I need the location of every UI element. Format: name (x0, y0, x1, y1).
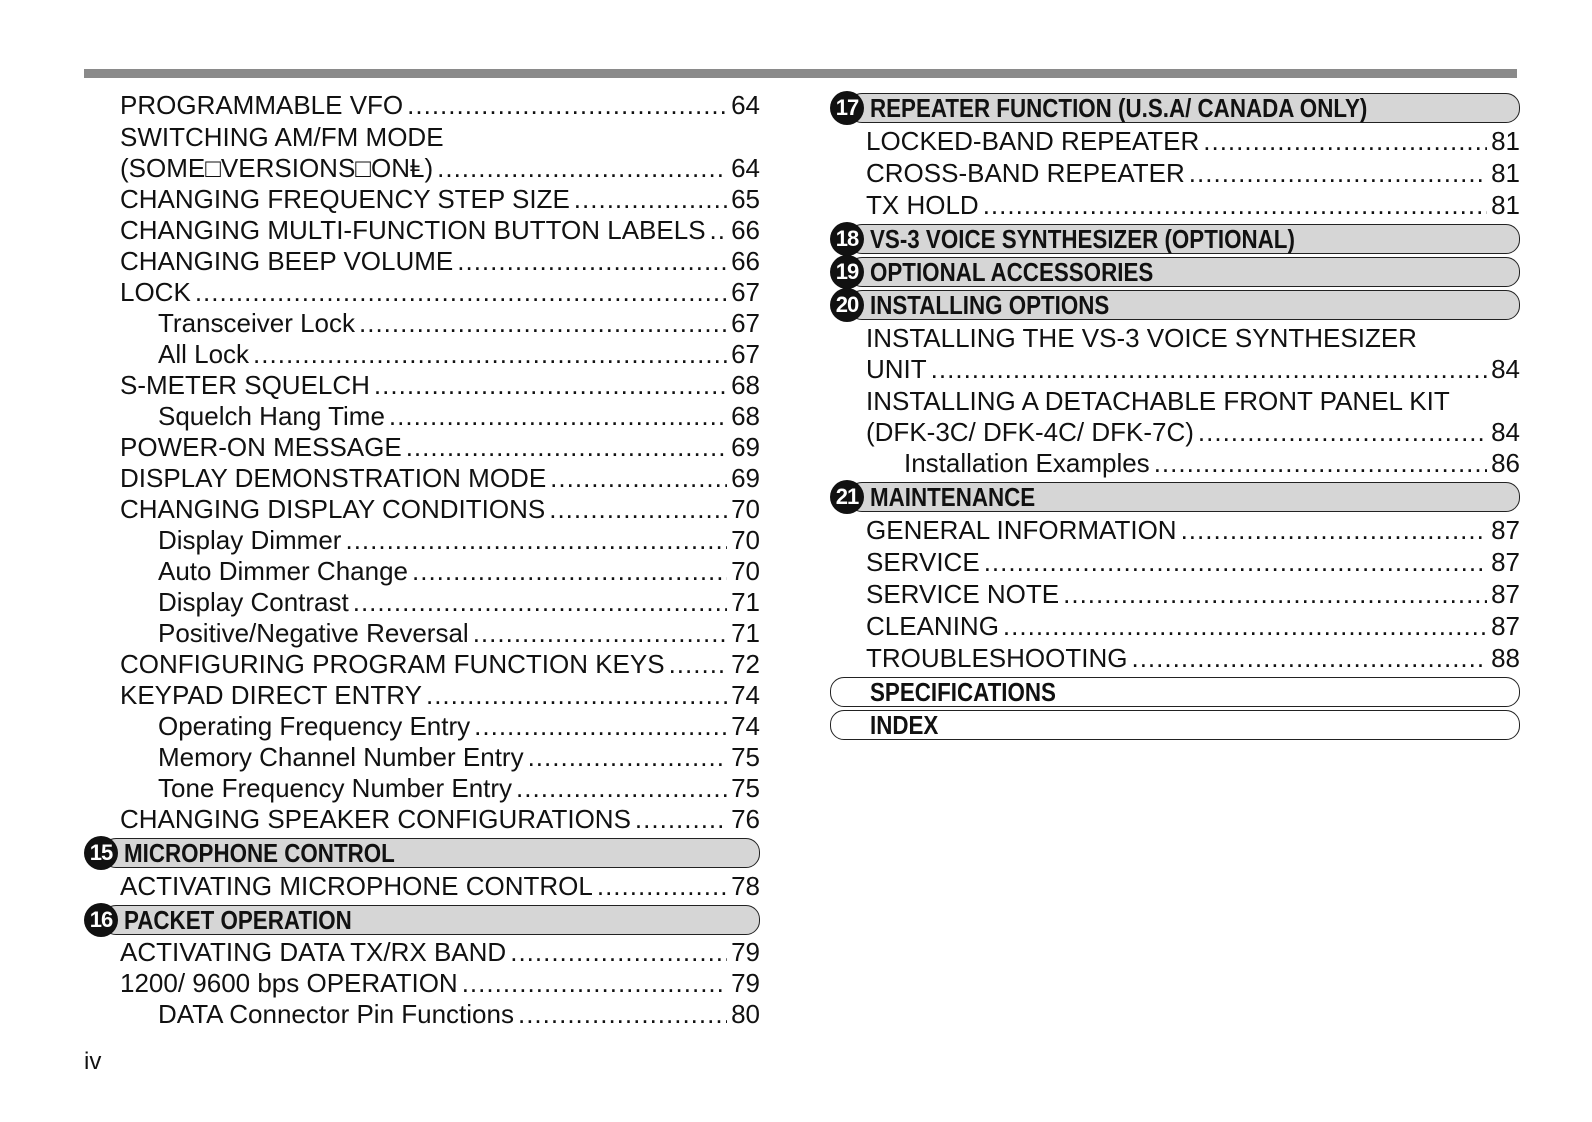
dot-leader (528, 742, 728, 773)
dot-leader (374, 370, 727, 401)
toc-entry-page: 64 (731, 153, 760, 183)
toc-entry[interactable] (84, 680, 760, 711)
section-title: INDEX (870, 710, 939, 740)
toc-entry[interactable] (84, 804, 760, 835)
dot-leader (389, 401, 727, 432)
toc-entry-page: 75 (731, 773, 760, 803)
section-title: SPECIFICATIONS (870, 677, 1056, 707)
dot-leader (710, 215, 728, 246)
top-rule (84, 69, 1517, 78)
toc-entry-page: 66 (731, 246, 760, 276)
toc-entry-label: Display Dimmer (158, 525, 342, 555)
dot-leader (597, 870, 727, 902)
page-number: iv (84, 1048, 102, 1075)
dot-leader (510, 937, 727, 968)
toc-entry-label: CHANGING MULTI-FUNCTION BUTTON LABELS (120, 215, 706, 245)
toc-entry[interactable] (830, 514, 1520, 546)
dot-leader (983, 189, 1487, 221)
dot-leader (635, 804, 727, 835)
dot-leader (474, 711, 727, 742)
toc-entry-label: TROUBLESHOOTING (866, 643, 1128, 673)
section-number-badge: 17 (830, 91, 864, 125)
toc-entry[interactable] (830, 642, 1520, 674)
toc-entry-page: 84 (1491, 417, 1520, 447)
toc-entry[interactable] (84, 494, 760, 525)
dot-leader (1203, 125, 1487, 157)
dot-leader (345, 525, 727, 556)
dot-leader (549, 494, 727, 525)
toc-entry[interactable] (830, 448, 1520, 479)
toc-entry-label: SERVICE (866, 547, 980, 577)
toc-entry[interactable] (84, 870, 760, 902)
toc-entry-page: 78 (731, 871, 760, 901)
section-number-badge: 16 (84, 903, 118, 937)
toc-entry-page: 68 (731, 370, 760, 400)
dot-leader (473, 618, 727, 649)
dot-leader (931, 354, 1487, 385)
toc-entry-page: 80 (731, 999, 760, 1029)
toc-entry[interactable] (84, 937, 760, 968)
dot-leader (253, 339, 727, 370)
toc-entry-page: 68 (731, 401, 760, 431)
dot-leader (406, 432, 727, 463)
toc-entry-label: ACTIVATING DATA TX/RX BAND (120, 937, 507, 967)
toc-entry[interactable] (84, 525, 760, 556)
toc-entry-page: 81 (1491, 126, 1520, 156)
toc-entry-page: 87 (1491, 579, 1520, 609)
section-17-entries (830, 125, 1520, 221)
section-21-header[interactable] (830, 481, 1520, 512)
section-number-badge: 19 (830, 255, 864, 289)
toc-entry-label: CONFIGURING PROGRAM FUNCTION KEYS (120, 649, 665, 679)
toc-entry-label: CHANGING DISPLAY CONDITIONS (120, 494, 546, 524)
toc-entry-page: 87 (1491, 515, 1520, 545)
toc-entry-page: 81 (1491, 158, 1520, 188)
toc-entry-label: Squelch Hang Time (158, 401, 385, 431)
toc-entry-label: All Lock (158, 339, 250, 369)
dot-leader (984, 546, 1487, 578)
section-title: PACKET OPERATION (124, 905, 352, 935)
toc-entry[interactable] (84, 401, 760, 432)
toc-entry-page: 76 (731, 804, 760, 834)
section-title: VS-3 VOICE SYNTHESIZER (OPTIONAL) (870, 224, 1295, 254)
toc-entry-label: Memory Channel Number Entry (158, 742, 524, 772)
toc-entry[interactable] (84, 711, 760, 742)
dot-leader (1063, 578, 1487, 610)
toc-entry-label: CLEANING (866, 611, 999, 641)
section-18-header[interactable] (830, 223, 1520, 254)
toc-entries-continued (84, 90, 760, 835)
toc-entry-page: 67 (731, 339, 760, 369)
toc-entry-page: 74 (731, 680, 760, 710)
section-title: MAINTENANCE (870, 482, 1036, 512)
toc-entry[interactable] (830, 354, 1520, 385)
toc-entry-label: SERVICE NOTE (866, 579, 1060, 609)
toc-entry-page: 87 (1491, 611, 1520, 641)
toc-entry-page: 65 (731, 184, 760, 214)
section-number-badge: 20 (830, 288, 864, 322)
toc-entry-page: 79 (731, 968, 760, 998)
section-21-entries (830, 514, 1520, 674)
section-16-header[interactable] (84, 904, 760, 935)
toc-entry-label: (SOME□VERSIONS□ONⱠ) (120, 153, 434, 183)
toc-entry-page: 74 (731, 711, 760, 741)
toc-entry[interactable] (84, 556, 760, 587)
toc-entry-page: 86 (1491, 448, 1520, 478)
toc-entry-page: 69 (731, 463, 760, 493)
toc-entry-label: POWER-ON MESSAGE (120, 432, 402, 462)
dot-leader (412, 556, 727, 587)
toc-entry[interactable] (830, 417, 1520, 448)
toc-entry-page: 70 (731, 556, 760, 586)
specifications-header[interactable] (830, 676, 1520, 707)
dot-leader (437, 153, 727, 184)
toc-entry-label: PROGRAMMABLE VFO (120, 90, 404, 120)
toc-entry-label: DISPLAY DEMONSTRATION MODE (120, 463, 547, 493)
toc-entry-page: 69 (731, 432, 760, 462)
toc-entry[interactable] (830, 125, 1520, 157)
section-20-header[interactable] (830, 289, 1520, 320)
toc-entry[interactable] (84, 308, 760, 339)
toc-entry[interactable] (84, 215, 760, 246)
toc-entry[interactable] (84, 339, 760, 370)
dot-leader (426, 680, 727, 711)
toc-entry-page: 70 (731, 525, 760, 555)
dot-leader (1189, 157, 1487, 189)
toc-entry-page: 71 (731, 587, 760, 617)
toc-entry-label: Positive/Negative Reversal (158, 618, 469, 648)
section-number-badge: 15 (84, 836, 118, 870)
toc-entry-page: 67 (731, 277, 760, 307)
toc-entry-page: 88 (1491, 643, 1520, 673)
toc-entry-label: Display Contrast (158, 587, 349, 617)
toc-entry-line[interactable]: INSTALLING THE VS-3 VOICE SYNTHESIZER (866, 323, 1417, 353)
dot-leader (574, 184, 727, 215)
toc-entry-label: Auto Dimmer Change (158, 556, 408, 586)
toc-entry-label: KEYPAD DIRECT ENTRY (120, 680, 422, 710)
section-title: INSTALLING OPTIONS (870, 290, 1110, 320)
toc-entry-label: LOCKED-BAND REPEATER (866, 126, 1200, 156)
toc-entry[interactable] (830, 546, 1520, 578)
toc-entry-label: S-METER SQUELCH (120, 370, 370, 400)
toc-entry[interactable] (830, 578, 1520, 610)
toc-entry-label: GENERAL INFORMATION (866, 515, 1177, 545)
section-title: MICROPHONE CONTROL (124, 838, 395, 868)
toc-entry-label: CHANGING SPEAKER CONFIGURATIONS (120, 804, 631, 834)
toc-entry-label: CHANGING FREQUENCY STEP SIZE (120, 184, 570, 214)
toc-entry-page: 87 (1491, 547, 1520, 577)
dot-leader (550, 463, 727, 494)
toc-entry[interactable] (830, 157, 1520, 189)
toc-entry[interactable] (84, 742, 760, 773)
section-17-header[interactable] (830, 92, 1520, 123)
toc-entry-page: 72 (731, 649, 760, 679)
toc-entry-label: LOCK (120, 277, 191, 307)
toc-entry-label: Tone Frequency Number Entry (158, 773, 513, 803)
dot-leader (1198, 417, 1487, 448)
toc-entry-label: SWITCHING AM/FM MODE (120, 122, 444, 152)
toc-entry[interactable] (84, 153, 760, 184)
toc-entry[interactable] (84, 184, 760, 215)
toc-entry[interactable] (84, 90, 760, 121)
toc-entry-label: (DFK-3C/ DFK-4C/ DFK-7C) (866, 417, 1194, 447)
toc-right-column (830, 90, 1520, 742)
toc-entry-line[interactable]: INSTALLING A DETACHABLE FRONT PANEL KIT (866, 386, 1450, 416)
toc-left-column (84, 90, 760, 1030)
toc-entry-label: ACTIVATING MICROPHONE CONTROL (120, 871, 593, 901)
toc-entry[interactable] (84, 999, 760, 1030)
toc-entry[interactable] (84, 773, 760, 804)
toc-entry-page: 71 (731, 618, 760, 648)
toc-entry[interactable] (84, 121, 760, 153)
toc-entry-page: 79 (731, 937, 760, 967)
toc-entry[interactable] (84, 370, 760, 401)
dot-leader (462, 968, 727, 999)
index-header[interactable] (830, 709, 1520, 740)
toc-entry[interactable] (84, 618, 760, 649)
dot-leader (518, 999, 727, 1030)
toc-entry[interactable] (84, 463, 760, 494)
dot-leader (1003, 610, 1487, 642)
toc-entry-label: CHANGING BEEP VOLUME (120, 246, 454, 276)
dot-leader (457, 246, 727, 277)
toc-entry[interactable] (84, 277, 760, 308)
toc-entry-page: 81 (1491, 190, 1520, 220)
dot-leader (1154, 448, 1487, 479)
section-16-entries (84, 937, 760, 1030)
toc-entry[interactable] (84, 649, 760, 680)
dot-leader (195, 277, 727, 308)
dot-leader (1131, 642, 1487, 674)
dot-leader (1181, 514, 1488, 546)
toc-entry-label: DATA Connector Pin Functions (158, 999, 514, 1029)
toc-entry[interactable] (84, 246, 760, 277)
toc-entry-label: TX HOLD (866, 190, 979, 220)
dot-leader (407, 90, 727, 121)
toc-entry-label: Operating Frequency Entry (158, 711, 471, 741)
section-title: REPEATER FUNCTION (U.S.A/ CANADA ONLY) (870, 93, 1368, 123)
toc-entry[interactable] (84, 968, 760, 999)
toc-entry-label: UNIT (866, 354, 927, 384)
section-number-badge: 21 (830, 480, 864, 514)
toc-entry-page: 75 (731, 742, 760, 772)
toc-entry-page: 67 (731, 308, 760, 338)
dot-leader (359, 308, 727, 339)
toc-entry-label: CROSS-BAND REPEATER (866, 158, 1185, 188)
toc-entry-page: 84 (1491, 354, 1520, 384)
toc-entry-label: Transceiver Lock (158, 308, 355, 338)
section-19-header[interactable] (830, 256, 1520, 287)
toc-entry[interactable] (84, 432, 760, 463)
toc-entry-page: 70 (731, 494, 760, 524)
section-number-badge: 18 (830, 222, 864, 256)
section-title: OPTIONAL ACCESSORIES (870, 257, 1154, 287)
section-15-header[interactable] (84, 837, 760, 868)
toc-entry[interactable] (830, 610, 1520, 642)
dot-leader (669, 649, 728, 680)
section-15-entries (84, 870, 760, 902)
toc-entry-page: 66 (731, 215, 760, 245)
dot-leader (353, 587, 727, 618)
toc-entry-label: Installation Examples (904, 448, 1150, 478)
toc-entry-label: 1200/ 9600 bps OPERATION (120, 968, 458, 998)
section-20-entries (830, 322, 1520, 479)
dot-leader (516, 773, 727, 804)
toc-entry[interactable] (84, 587, 760, 618)
toc-entry-page: 64 (731, 90, 760, 120)
toc-entry[interactable] (830, 189, 1520, 221)
